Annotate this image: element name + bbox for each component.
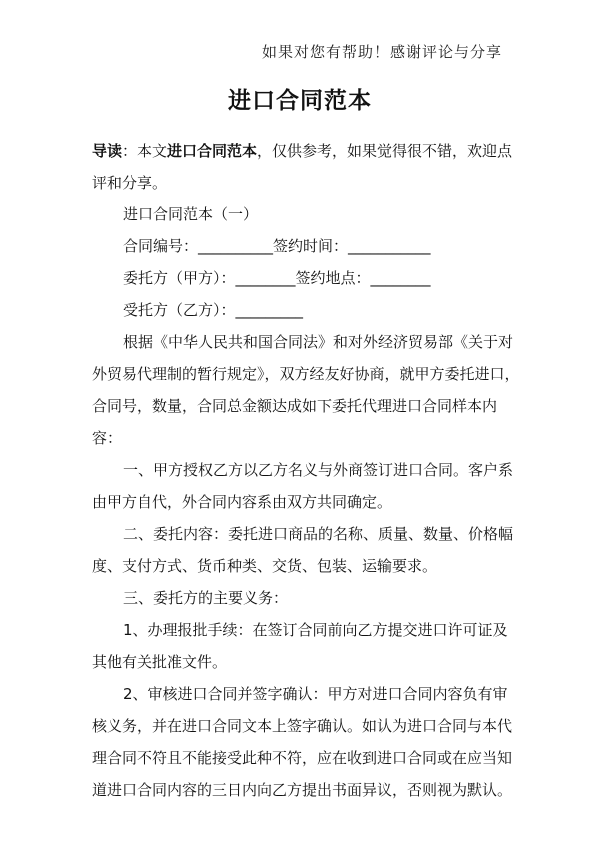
header-note: 如果对您有帮助！感谢评论与分享 xyxy=(261,43,502,61)
intro-lead: 导读 xyxy=(92,142,123,160)
paragraph: 进口合同范本（一） xyxy=(123,205,259,223)
paragraph: 合同编号：__________签约时间：___________ xyxy=(123,237,431,255)
paragraph: 三、委托方的主要义务： xyxy=(123,589,289,607)
intro-paragraph xyxy=(92,135,522,199)
paragraph: 委托方（甲方）：________签约地点：________ xyxy=(123,269,431,287)
paragraph: 一、甲方授权乙方以乙方名义与外商签订进口合同。客户系由甲方自代，外合同内容系由双方共同确定。 xyxy=(92,461,514,511)
paragraph: 二、委托内容：委托进口商品的名称、质量、数量、价格幅度、支付方式、货币种类、交货、包装、运输要求。 xyxy=(92,525,514,575)
document-title: 进口合同范本 xyxy=(228,88,372,114)
paragraph: 1、办理报批手续：在签订合同前向乙方提交进口许可证及其他有关批准文件。 xyxy=(92,621,508,671)
paragraph: 根据《中华人民共和国合同法》和对外经济贸易部《关于对外贸易代理制的暂行规定》，双方经友好协商，就甲方委托进口，合同号，数量，合同总金额达成如下委托代理进口合同样本内容： xyxy=(92,333,520,447)
paragraph: 2、审核进口合同并签字确认：甲方对进口合同内容负有审核义务，并在进口合同文本上签字确认。如认为进口合同与本代理合同不符且不能接受此种不符，应在收到进口合同或在应当知道进口合同内容的三日内向乙方提出书面异议，否则视为默认。 xyxy=(92,685,513,799)
intro-strong: 进口合同范本 xyxy=(167,142,258,160)
paragraph: 受托方（乙方）：_________ xyxy=(123,301,304,319)
intro-rest: ，仅供参考，如果觉得很不错，欢迎点评和分享。 xyxy=(92,142,513,192)
contract-body xyxy=(92,198,522,806)
intro-colon: ：本文 xyxy=(122,142,168,160)
